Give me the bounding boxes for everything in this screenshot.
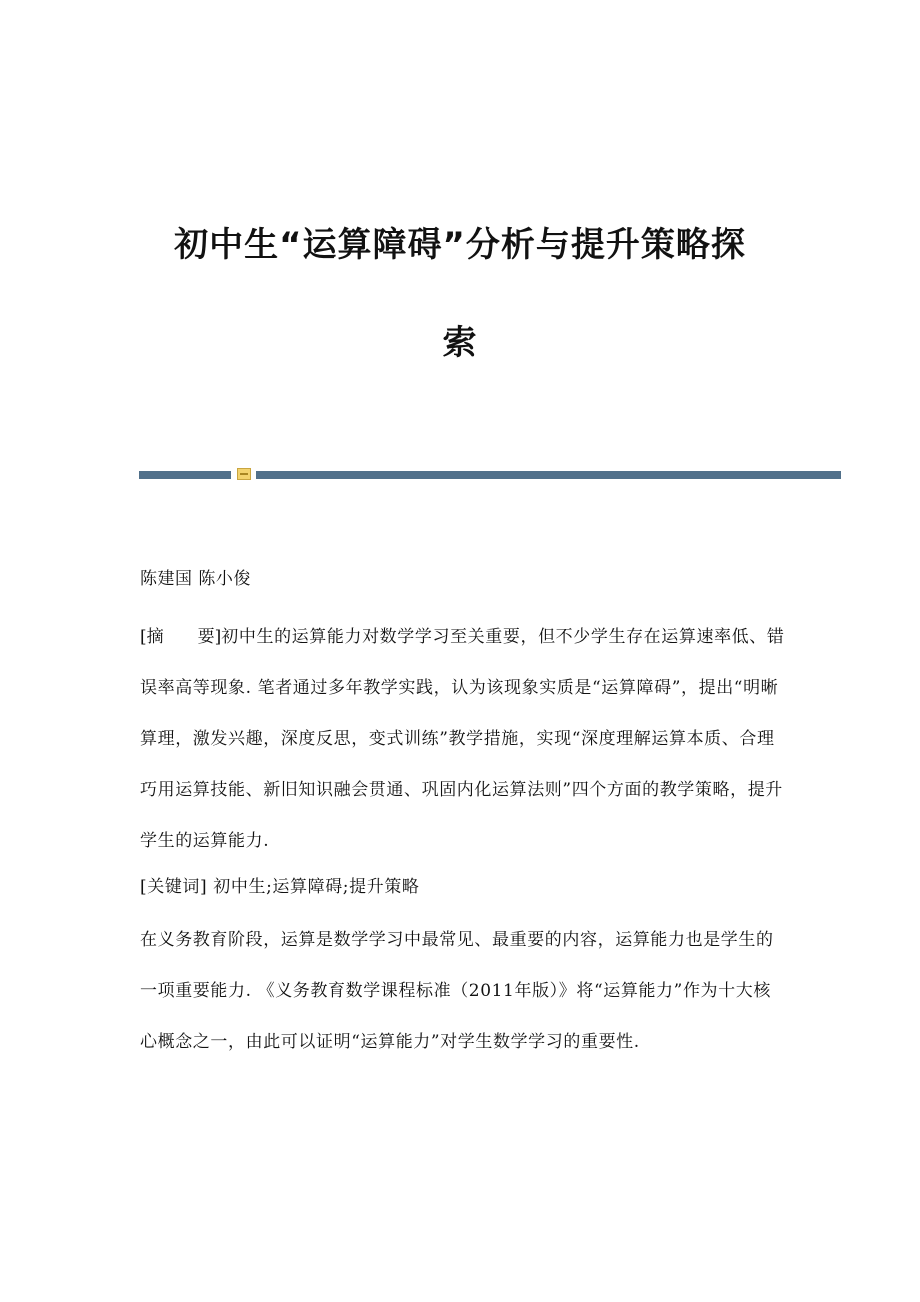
page-title-line-1: 初中生“运算障碍”分析与提升策略探 (174, 225, 746, 265)
abstract (140, 612, 785, 867)
divider-bar-right (256, 471, 841, 479)
title-divider (139, 471, 841, 479)
divider-bar-left (139, 471, 231, 479)
keywords (140, 862, 785, 913)
divider-ornament-icon (237, 468, 251, 480)
abstract-label: [摘 要] (140, 627, 222, 647)
keywords-text: 初中生;运算障碍;提升策略 (213, 877, 420, 897)
page-title-line-2: 索 (442, 323, 478, 363)
abstract-text: 初中生的运算能力对数学学习至关重要，但不少学生存在运算速率低、错误率高等现象. 笔者通过多年教学实践，认为该现象实质是“运算障碍”，提出“明晰算理，激发兴趣，深度反思，变式训练”教学措施，实现“深度理解运算本质、合理巧用运算技能、新旧知识融会贯通、巩固内化运算法则”四个方面的教学策略，提升学生的运算能力. (140, 627, 785, 851)
keywords-label: [关键词] (140, 877, 208, 897)
intro-paragraph: 在义务教育阶段，运算是数学学习中最常见、最重要的内容，运算能力也是学生的一项重要能力. 《义务教育数学课程标准（2011年版）》将“运算能力”作为十大核心概念之一，由此可以证明“运算能力”对学生数学学习的重要性. (140, 930, 774, 1052)
authors: 陈建国 陈小俊 (140, 569, 251, 589)
